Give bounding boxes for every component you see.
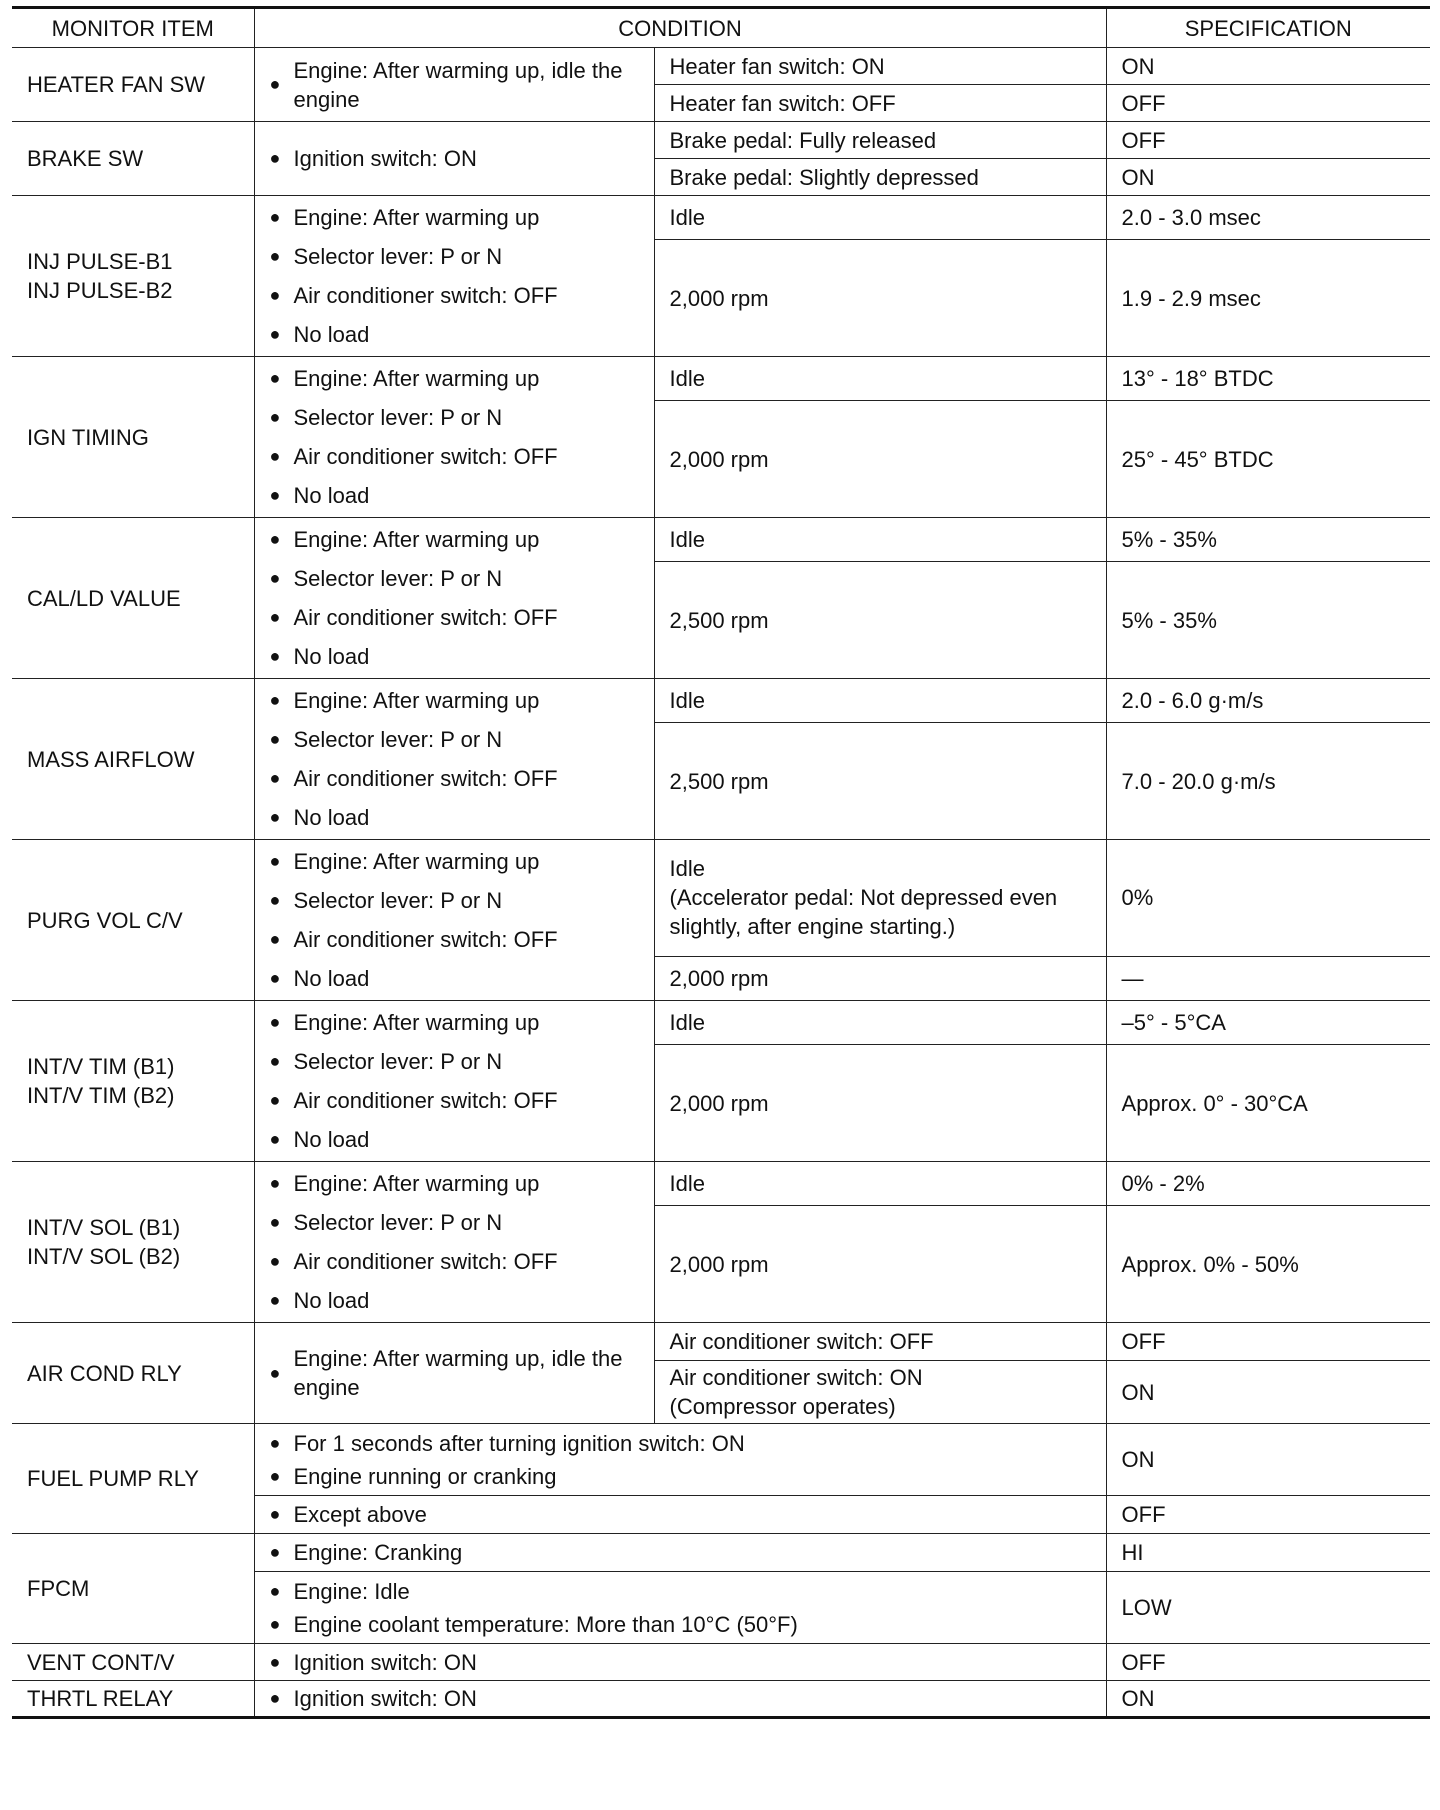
sub-condition: Heater fan switch: OFF bbox=[654, 85, 1106, 122]
condition-text: Selector lever: P or N bbox=[293, 405, 503, 430]
bullet-icon: ● bbox=[269, 1129, 281, 1149]
condition-cell bbox=[254, 196, 654, 357]
monitor-item-line: INT/V TIM (B2) bbox=[27, 1083, 175, 1108]
condition-text: Air conditioner switch: OFF bbox=[293, 605, 558, 630]
condition-text: Air conditioner switch: OFF bbox=[293, 1088, 558, 1113]
condition-cell bbox=[254, 1572, 1106, 1644]
condition-cell bbox=[254, 1162, 654, 1323]
bullet-icon: ● bbox=[269, 285, 281, 305]
bullet-icon: ● bbox=[269, 246, 281, 266]
bullet-icon: ● bbox=[269, 890, 281, 910]
monitor-item-line: INJ PULSE-B1 bbox=[27, 249, 173, 274]
condition-cell bbox=[254, 1424, 1106, 1496]
bullet-icon: ● bbox=[269, 148, 281, 168]
bullet-icon: ● bbox=[269, 851, 281, 871]
condition-text: Engine: Idle bbox=[293, 1578, 410, 1604]
monitor-item: PURG VOL C/V bbox=[12, 840, 254, 1001]
bullet-icon: ● bbox=[269, 1090, 281, 1110]
spec-value: 2.0 - 3.0 msec bbox=[1106, 196, 1430, 240]
spec-value: 2.0 - 6.0 g·m/s bbox=[1106, 679, 1430, 723]
sub-condition bbox=[654, 1361, 1106, 1424]
spec-value: OFF bbox=[1106, 1323, 1430, 1361]
bullet-icon: ● bbox=[269, 607, 281, 627]
condition-text: Engine: After warming up bbox=[293, 1171, 540, 1196]
sub-condition-line: Idle bbox=[669, 856, 705, 882]
bullet-icon: ● bbox=[269, 1362, 281, 1383]
monitor-item bbox=[12, 196, 254, 357]
bullet-icon: ● bbox=[269, 1051, 281, 1071]
bullet-icon: ● bbox=[269, 1290, 281, 1310]
condition-text: Engine: After warming up bbox=[293, 688, 540, 713]
condition-text: Engine: After warming up, idle the engine bbox=[293, 57, 623, 112]
spec-value: 1.9 - 2.9 msec bbox=[1106, 240, 1430, 357]
condition-text: Ignition switch: ON bbox=[293, 146, 477, 171]
condition-text: Air conditioner switch: OFF bbox=[293, 1249, 558, 1274]
condition-text: No load bbox=[293, 1127, 370, 1152]
condition-text: Ignition switch: ON bbox=[293, 1649, 477, 1675]
spec-value: ON bbox=[1106, 48, 1430, 85]
condition-cell bbox=[254, 1323, 654, 1424]
monitor-item: IGN TIMING bbox=[12, 357, 254, 518]
condition-text: Air conditioner switch: OFF bbox=[293, 927, 558, 952]
bullet-icon: ● bbox=[269, 529, 281, 549]
bullet-icon: ● bbox=[269, 1613, 281, 1634]
condition-text: Air conditioner switch: OFF bbox=[293, 766, 558, 791]
monitor-item: FPCM bbox=[12, 1534, 254, 1644]
spec-value: 5% - 35% bbox=[1106, 518, 1430, 562]
condition-text: Selector lever: P or N bbox=[293, 566, 503, 591]
monitor-item-line: INT/V SOL (B1) bbox=[27, 1215, 181, 1240]
monitor-spec-table bbox=[12, 6, 1430, 1719]
table-row bbox=[12, 1644, 1430, 1681]
table-row bbox=[12, 48, 1430, 85]
sub-condition: Heater fan switch: ON bbox=[654, 48, 1106, 85]
condition-cell bbox=[254, 679, 654, 840]
header-row bbox=[12, 8, 1430, 48]
condition-text: Selector lever: P or N bbox=[293, 1210, 503, 1235]
sub-condition: 2,000 rpm bbox=[654, 240, 1106, 357]
sub-condition: 2,000 rpm bbox=[654, 401, 1106, 518]
monitor-item: THRTL RELAY bbox=[12, 1681, 254, 1718]
condition-text: Except above bbox=[293, 1502, 427, 1527]
table-row bbox=[12, 357, 1430, 401]
bullet-icon: ● bbox=[269, 729, 281, 749]
sub-condition: 2,500 rpm bbox=[654, 562, 1106, 679]
monitor-item: VENT CONT/V bbox=[12, 1644, 254, 1681]
condition-text: Engine: After warming up bbox=[293, 205, 540, 230]
condition-text: Selector lever: P or N bbox=[293, 727, 503, 752]
bullet-icon: ● bbox=[269, 568, 281, 588]
sub-condition-line: Air conditioner switch: ON bbox=[669, 1365, 923, 1390]
condition-text: Engine: After warming up, idle the engine bbox=[293, 1346, 623, 1400]
bullet-icon: ● bbox=[269, 1465, 281, 1486]
condition-text: Engine running or cranking bbox=[293, 1463, 557, 1489]
spec-value: ON bbox=[1106, 159, 1430, 196]
table-row bbox=[12, 1001, 1430, 1045]
condition-text: Air conditioner switch: OFF bbox=[293, 283, 558, 308]
spec-value: ON bbox=[1106, 1361, 1430, 1424]
sub-condition: Idle bbox=[654, 518, 1106, 562]
condition-cell bbox=[254, 122, 654, 196]
condition-cell bbox=[254, 840, 654, 1001]
condition-cell bbox=[254, 357, 654, 518]
condition-text: Selector lever: P or N bbox=[293, 1049, 503, 1074]
bullet-icon: ● bbox=[269, 768, 281, 788]
sub-condition: 2,500 rpm bbox=[654, 723, 1106, 840]
condition-text: Engine: After warming up bbox=[293, 366, 540, 391]
table-row bbox=[12, 679, 1430, 723]
spec-value: 0% bbox=[1106, 840, 1430, 957]
bullet-icon: ● bbox=[269, 1580, 281, 1601]
table-row bbox=[12, 1162, 1430, 1206]
spec-value: Approx. 0° - 30°CA bbox=[1106, 1045, 1430, 1162]
sub-condition: Idle bbox=[654, 196, 1106, 240]
sub-condition: 2,000 rpm bbox=[654, 1045, 1106, 1162]
spec-value: HI bbox=[1106, 1534, 1430, 1572]
sub-condition: 2,000 rpm bbox=[654, 956, 1106, 1000]
spec-value: –5° - 5°CA bbox=[1106, 1001, 1430, 1045]
bullet-icon: ● bbox=[269, 446, 281, 466]
sub-condition bbox=[654, 840, 1106, 957]
bullet-icon: ● bbox=[269, 1432, 281, 1453]
condition-text: Selector lever: P or N bbox=[293, 244, 503, 269]
monitor-item bbox=[12, 1001, 254, 1162]
condition-text: No load bbox=[293, 644, 370, 669]
table-row bbox=[12, 518, 1430, 562]
bullet-icon: ● bbox=[269, 407, 281, 427]
table-row bbox=[12, 196, 1430, 240]
condition-text: Engine: After warming up bbox=[293, 1010, 540, 1035]
spec-value: Approx. 0% - 50% bbox=[1106, 1206, 1430, 1323]
sub-condition: Brake pedal: Fully released bbox=[654, 122, 1106, 159]
condition-text: Engine: After warming up bbox=[293, 849, 540, 874]
bullet-icon: ● bbox=[269, 1251, 281, 1271]
sub-condition: Idle bbox=[654, 1001, 1106, 1045]
spec-value: 5% - 35% bbox=[1106, 562, 1430, 679]
sub-condition: Idle bbox=[654, 357, 1106, 401]
spec-value: OFF bbox=[1106, 122, 1430, 159]
header-specification: SPECIFICATION bbox=[1106, 8, 1430, 48]
bullet-icon: ● bbox=[269, 207, 281, 227]
condition-cell bbox=[254, 1496, 1106, 1534]
table-row bbox=[12, 1424, 1430, 1496]
spec-value: 7.0 - 20.0 g·m/s bbox=[1106, 723, 1430, 840]
bullet-icon: ● bbox=[269, 646, 281, 666]
spec-value: LOW bbox=[1106, 1572, 1430, 1644]
monitor-item: MASS AIRFLOW bbox=[12, 679, 254, 840]
bullet-icon: ● bbox=[269, 1688, 281, 1708]
condition-text: Engine: Cranking bbox=[293, 1540, 463, 1565]
condition-cell bbox=[254, 1681, 1106, 1718]
bullet-icon: ● bbox=[269, 690, 281, 710]
monitor-item: CAL/LD VALUE bbox=[12, 518, 254, 679]
spec-value: OFF bbox=[1106, 85, 1430, 122]
sub-condition: 2,000 rpm bbox=[654, 1206, 1106, 1323]
bullet-icon: ● bbox=[269, 1542, 281, 1562]
spec-value: OFF bbox=[1106, 1496, 1430, 1534]
bullet-icon: ● bbox=[269, 1012, 281, 1032]
condition-text: Selector lever: P or N bbox=[293, 888, 503, 913]
bullet-icon: ● bbox=[269, 929, 281, 949]
table-row bbox=[12, 1681, 1430, 1718]
bullet-icon: ● bbox=[269, 485, 281, 505]
spec-value: 0% - 2% bbox=[1106, 1162, 1430, 1206]
spec-value: ON bbox=[1106, 1681, 1430, 1718]
bullet-icon: ● bbox=[269, 368, 281, 388]
condition-text: Engine coolant temperature: More than 10°C (50°F) bbox=[293, 1611, 798, 1637]
table-row bbox=[12, 122, 1430, 159]
header-condition: CONDITION bbox=[254, 8, 1106, 48]
sub-condition: Idle bbox=[654, 679, 1106, 723]
bullet-icon: ● bbox=[269, 74, 281, 94]
monitor-item: AIR COND RLY bbox=[12, 1323, 254, 1424]
condition-text: Air conditioner switch: OFF bbox=[293, 444, 558, 469]
spec-sheet bbox=[12, 6, 1430, 1719]
monitor-item: BRAKE SW bbox=[12, 122, 254, 196]
condition-text: No load bbox=[293, 483, 370, 508]
sub-condition: Air conditioner switch: OFF bbox=[654, 1323, 1106, 1361]
condition-text: No load bbox=[293, 1288, 370, 1313]
condition-cell bbox=[254, 1644, 1106, 1681]
table-row bbox=[12, 1534, 1430, 1572]
sub-condition: Idle bbox=[654, 1162, 1106, 1206]
condition-cell bbox=[254, 48, 654, 122]
spec-value: OFF bbox=[1106, 1644, 1430, 1681]
condition-text: Engine: After warming up bbox=[293, 527, 540, 552]
sub-condition-line: (Accelerator pedal: Not depressed even slightly, after engine starting.) bbox=[669, 885, 1058, 940]
condition-text: No load bbox=[293, 322, 370, 347]
monitor-item: FUEL PUMP RLY bbox=[12, 1424, 254, 1534]
bullet-icon: ● bbox=[269, 1651, 281, 1672]
condition-cell bbox=[254, 1534, 1106, 1572]
monitor-item bbox=[12, 1162, 254, 1323]
sub-condition-line: (Compressor operates) bbox=[669, 1394, 896, 1419]
monitor-item-line: INT/V TIM (B1) bbox=[27, 1054, 175, 1079]
table-row bbox=[12, 840, 1430, 957]
condition-text: For 1 seconds after turning ignition switch: ON bbox=[293, 1430, 745, 1456]
monitor-item-line: INT/V SOL (B2) bbox=[27, 1244, 181, 1269]
spec-value: ON bbox=[1106, 1424, 1430, 1496]
bullet-icon: ● bbox=[269, 1504, 281, 1524]
bullet-icon: ● bbox=[269, 968, 281, 988]
table-row bbox=[12, 1323, 1430, 1361]
header-monitor-item: MONITOR ITEM bbox=[12, 8, 254, 48]
monitor-item-line: INJ PULSE-B2 bbox=[27, 278, 173, 303]
bullet-icon: ● bbox=[269, 1173, 281, 1193]
sub-condition: Brake pedal: Slightly depressed bbox=[654, 159, 1106, 196]
monitor-item: HEATER FAN SW bbox=[12, 48, 254, 122]
spec-value: 25° - 45° BTDC bbox=[1106, 401, 1430, 518]
condition-cell bbox=[254, 1001, 654, 1162]
condition-cell bbox=[254, 518, 654, 679]
condition-text: No load bbox=[293, 805, 370, 830]
condition-text: No load bbox=[293, 966, 370, 991]
spec-value: 13° - 18° BTDC bbox=[1106, 357, 1430, 401]
bullet-icon: ● bbox=[269, 807, 281, 827]
bullet-icon: ● bbox=[269, 324, 281, 344]
condition-text: Ignition switch: ON bbox=[293, 1686, 477, 1711]
spec-value: — bbox=[1106, 956, 1430, 1000]
bullet-icon: ● bbox=[269, 1212, 281, 1232]
